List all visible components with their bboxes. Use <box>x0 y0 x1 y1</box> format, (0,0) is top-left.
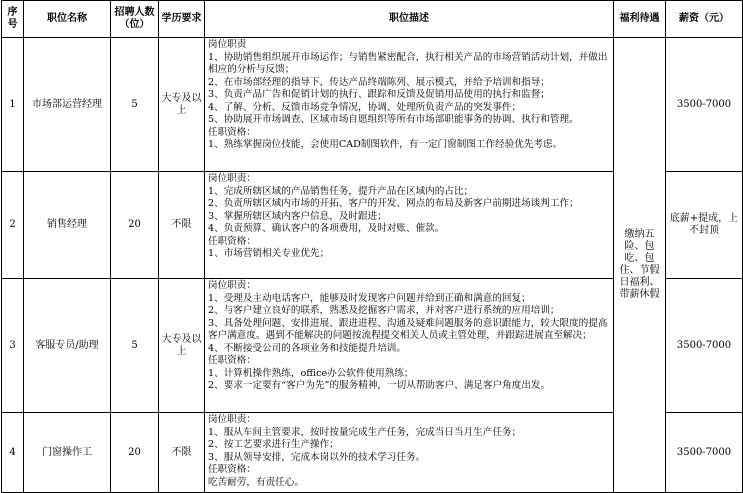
description-line: 3、服从领导安排，完成本岗以外的技术学习任务。 <box>208 451 426 463</box>
description-line: 3、掌握所辖区域内客户信息，及时跟进； <box>208 210 387 222</box>
description-line: 任职资格： <box>208 235 256 247</box>
header-seq: 序号 <box>2 1 24 38</box>
description-line: 任职资格： <box>208 464 256 475</box>
row-description <box>205 413 614 493</box>
description-line: 4、了解、分析、反馈市场竞争情况，协调、处理所负责产品的突发事件； <box>208 101 522 113</box>
row-education: 大专及以上 <box>159 279 205 413</box>
description-line: 吃苦耐劳，有责任心。 <box>208 476 304 488</box>
description-line: 4、负责预算、确认客户的各项费用，及时对账、催款。 <box>208 223 445 234</box>
row-description <box>205 172 614 279</box>
description-line: 岗位职责： <box>208 173 256 184</box>
row-salary: 3500-7000 <box>666 279 743 413</box>
header-education: 学历要求 <box>159 1 205 38</box>
header-count: 招聘人数（位） <box>111 1 159 38</box>
description-line: 2、与客户建立良好的联系，熟悉及挖掘客户需求，并对客户进行系统的应用培训； <box>208 305 560 316</box>
description-line: 2、按工艺要求进行生产操作； <box>208 439 339 450</box>
description-line: 1、熟练掌握岗位技能，会使用CAD制图软件，有一定门窗制图工作经验优先考虑。 <box>208 139 563 150</box>
description-line: 任职资格： <box>208 355 256 366</box>
row-position: 客服专员/助理 <box>24 279 111 413</box>
header-position: 职位名称 <box>24 1 111 38</box>
row-position: 门窗操作工 <box>24 413 111 493</box>
row-seq: 3 <box>2 279 24 413</box>
row-education: 不限 <box>159 413 205 493</box>
description-line: 1、服从车间主管要求，按时按量完成生产任务，完成当日当月生产任务； <box>208 426 522 438</box>
benefits-cell: 缴纳五险、包吃、包住、节假日福利、带薪休假 <box>614 38 666 493</box>
row-education: 不限 <box>159 172 205 279</box>
description-line: 1、完成所辖区域的产品销售任务，提升产品在区域内的占比； <box>208 185 474 197</box>
header-salary: 薪资（元） <box>666 1 743 38</box>
description-line: 任职资格： <box>208 126 256 138</box>
row-count: 20 <box>111 172 159 279</box>
row-count: 5 <box>111 279 159 413</box>
header-description: 职位描述 <box>205 1 614 38</box>
description-line: 3、负责产品广告和促销计划的执行、跟踪和反馈及促销用品使用的执行和监督； <box>208 89 550 100</box>
table-row <box>2 38 743 172</box>
description-line: 1、协助销售组织展开市场运作；与销售紧密配合，执行相关产品的市场营销活动计划，并做出相应的分析与反馈； <box>208 51 608 75</box>
description-line: 1、市场营销相关专业优先； <box>208 248 330 259</box>
row-count: 20 <box>111 413 159 493</box>
row-count: 5 <box>111 38 159 172</box>
description-line: 岗位职责： <box>208 280 256 291</box>
row-salary: 3500-7000 <box>666 413 743 493</box>
description-line: 1、计算机操作熟练，office办公软件使用熟练； <box>208 367 414 379</box>
row-salary: 3500-7000 <box>666 38 743 172</box>
row-education: 大专及以上 <box>159 38 205 172</box>
row-position: 市场部运营经理 <box>24 38 111 172</box>
row-seq: 1 <box>2 38 24 172</box>
description-line: 3、具备处理问题、安排进展、跟进进程、沟通及疑难问题服务的意识跟能力，较大限度的提高客户满意度。遇到不能解决的问题按流程提交相关人员或主管处理，并跟踪进展直至解决； <box>208 317 608 341</box>
row-salary: 底薪+提成，上不封顶 <box>666 172 743 279</box>
description-line: 5、协助展开市场调查、区域市场自愿组织等所有市场部职能事务的协调、执行和管理。 <box>208 114 579 125</box>
description-line: 岗位职责： <box>208 414 256 425</box>
header-row <box>2 1 743 38</box>
description-line: 岗位职责 <box>208 39 247 50</box>
description-line: 1、受理及主动电话客户，能够及时发现客户问题并给到正确和满意的回复； <box>208 292 531 304</box>
row-seq: 2 <box>2 172 24 279</box>
job-table <box>1 0 743 493</box>
description-line: 2、要求一定要有“客户为先”的服务精神，一切从帮助客户、满足客户角度出发。 <box>208 380 551 391</box>
description-line: 4、不断接受公司的各项业务和技能提升培训。 <box>208 342 406 354</box>
description-line: 2、负责所辖区域内市场的开拓、客户的开发、网点的布局及新客户前期进场谈判工作； <box>208 198 579 209</box>
header-benefits: 福利待遇 <box>614 1 666 38</box>
description-line: 2、在市场部经理的指导下，传达产品终端陈列、展示模式，并给予培训和指导； <box>208 76 550 88</box>
row-description <box>205 38 614 172</box>
row-position: 销售经理 <box>24 172 111 279</box>
row-seq: 4 <box>2 413 24 493</box>
row-description <box>205 279 614 413</box>
